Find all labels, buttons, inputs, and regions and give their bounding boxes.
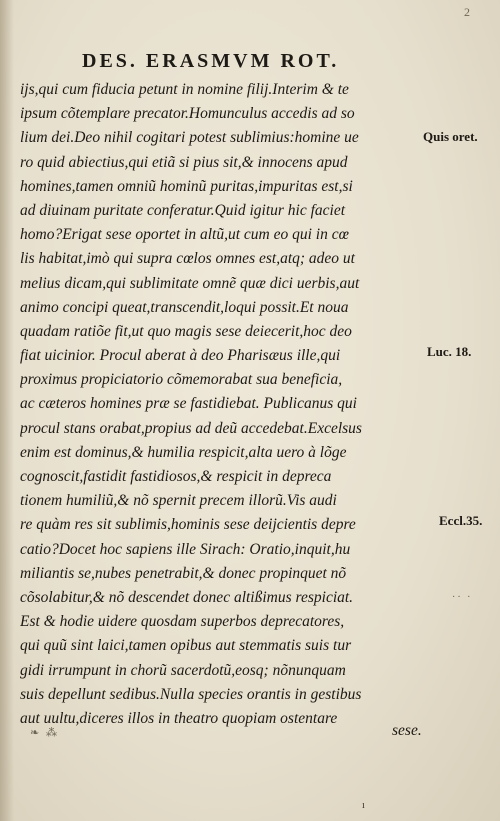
- margin-note-ecclesiasticus: Eccl.35.: [439, 513, 483, 528]
- text-line: procul stans orabat,propius ad deũ accedebat.Excelsus: [20, 419, 362, 437]
- text-line: aut uultu,diceres illos in theatro quopiam ostentare: [20, 709, 338, 727]
- text-line: Est & hodie uidere quosdam superbos deprecatores,: [20, 613, 345, 631]
- text-line: lis habitat,imò qui supra cœlos omnes est,atq; adeo ut: [20, 250, 355, 268]
- show-through-marks: ·· ·: [452, 592, 473, 603]
- text-line: lium dei.Deo nihil cogitari potest sublimius:homine ue: [20, 129, 359, 147]
- text-line: animo concipi queat,transcendit,loqui possit.Et noua: [20, 298, 349, 316]
- text-line: cõsolabitur,& nõ descendet donec altißimus respiciat.: [20, 588, 354, 606]
- text-line: ijs,qui cum fiducia petunt in nomine filij.Interim & te: [20, 81, 349, 98]
- text-line: ipsum cõtemplare precator.Homunculus accedis ad so: [20, 105, 355, 123]
- text-line: enim est dominus,& humilia respicit,alta uero à lõge: [20, 443, 347, 461]
- text-line: suis depellunt sedibus.Nulla species orantis in gestibus: [20, 685, 362, 703]
- text-line: ad diuinam puritate conferatur.Quid igitur hic faciet: [20, 201, 346, 219]
- margin-note-luke: Luc. 18.: [427, 344, 472, 359]
- catchword: sese.: [392, 722, 422, 739]
- text-line: cognoscit,fastidit fastidiosos,& respicit in depreca: [20, 468, 332, 485]
- gutter-shadow: [0, 0, 14, 821]
- text-line: fiat uicinior. Procul aberat à deo Pharisæus ille,qui: [20, 347, 341, 365]
- text-line: re quàm res sit sublimis,hominis sese deijcientis depre: [20, 516, 356, 534]
- text-line: miliantis se,nubes penetrabit,& donec propinquet nõ: [20, 564, 347, 582]
- text-line: ro quid abiectius,qui etiã si pius sit,& innocens apud: [20, 153, 348, 171]
- text-line: melius dicam,qui sublimitate omnẽ quæ dici uerbis,aut: [20, 274, 360, 292]
- page-number: 2: [464, 5, 470, 19]
- margin-note-quis-oret: Quis oret.: [423, 129, 478, 144]
- text-line: tionem humiliũ,& nõ spernit precem illorũ.Vis audi: [20, 492, 337, 510]
- text-line: homines,tamen omniũ hominũ puritas,impuritas est,si: [20, 177, 353, 195]
- ornament: ❧ ⁂: [30, 727, 59, 739]
- running-head: DES. ERASMVM ROT.: [82, 50, 340, 72]
- text-line: ac cæteros homines præ se fastidiebat. Publicanus qui: [20, 395, 357, 413]
- text-line: proximus propiciatorio cõmemorabat sua beneficia,: [20, 371, 343, 389]
- text-line: quadam ratiõe fit,ut quo magis sese deiecerit,hoc deo: [20, 322, 352, 340]
- text-line: catio?Docet hoc sapiens ille Sirach: Oratio,inquit,hu: [20, 540, 351, 558]
- text-line: gidi irrumpunt in chorũ sacerdotũ,eosq; nõnunquam: [20, 661, 346, 679]
- signature-mark: ı: [362, 800, 365, 811]
- text-line: qui quũ sint laici,tamen opibus aut stemmatis suis tur: [20, 637, 352, 655]
- body-text: [20, 78, 430, 731]
- text-line: homo?Erigat sese oportet in altũ,ut cum eo qui in cœ: [20, 226, 349, 244]
